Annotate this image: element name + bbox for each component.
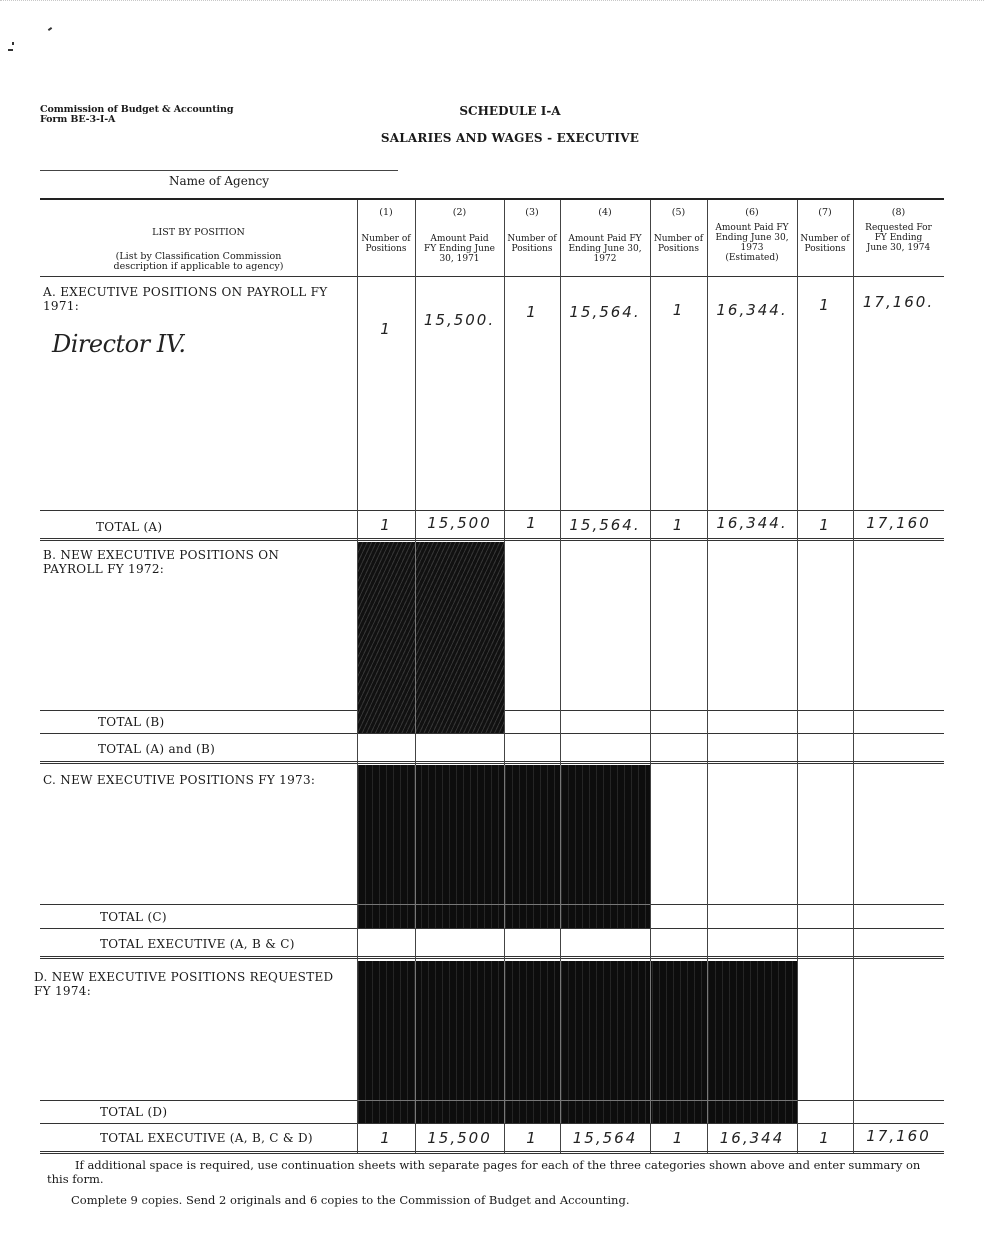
position-header-title: LIST BY POSITION	[152, 227, 245, 238]
rule	[40, 761, 944, 764]
position-column-header	[40, 228, 357, 272]
column-label: Number of Positions	[361, 234, 411, 254]
a-entry-col7[interactable]: 1	[819, 296, 831, 314]
column-label: Number of Positions	[800, 234, 850, 254]
agency-label: Name of Agency	[168, 174, 270, 188]
position-entry-director[interactable]: Director IV.	[52, 330, 186, 358]
column-divider	[504, 961, 505, 1123]
total-a-col2[interactable]: 15,500	[427, 514, 492, 532]
column-number: (4)	[598, 207, 612, 218]
a-entry-col5[interactable]: 1	[672, 301, 685, 319]
total-a-col5[interactable]: 1	[672, 516, 685, 534]
column-divider	[415, 542, 416, 733]
total-a-col7[interactable]: 1	[819, 516, 831, 534]
form-header-organization	[40, 105, 233, 125]
rule	[358, 1100, 797, 1101]
column-header-4	[560, 208, 650, 264]
grand-total-col3[interactable]: 1	[526, 1129, 538, 1147]
column-divider	[560, 961, 561, 1123]
page-title: SALARIES AND WAGES - EXECUTIVE	[380, 131, 640, 145]
a-entry-col1[interactable]: 1	[380, 320, 392, 338]
column-header-5	[650, 208, 707, 254]
column-number: (6)	[745, 207, 759, 218]
rule	[40, 198, 944, 200]
section-d-label: D. NEW EXECUTIVE POSITIONS REQUESTED FY 1974:	[34, 970, 334, 998]
total-a-col8[interactable]: 17,160	[866, 514, 931, 532]
grand-total-col7[interactable]: 1	[819, 1129, 831, 1147]
section-a-label: A. EXECUTIVE POSITIONS ON PAYROLL FY 1971:	[43, 285, 328, 313]
form-number: Form BE-3-I-A	[40, 114, 116, 125]
section-c-label: C. NEW EXECUTIVE POSITIONS FY 1973:	[43, 773, 316, 787]
scan-speck	[8, 49, 13, 51]
column-number: (1)	[379, 207, 393, 218]
column-header-2	[415, 208, 504, 264]
total-a-col1[interactable]: 1	[380, 516, 392, 534]
a-entry-col8[interactable]: 17,160.	[862, 293, 935, 311]
column-divider	[707, 961, 708, 1123]
blocked-out-cells-b	[358, 542, 504, 733]
rule	[358, 904, 650, 905]
column-header-6	[707, 208, 797, 263]
total-a-and-b-label: TOTAL (A) and (B)	[98, 742, 216, 756]
grand-total-col2[interactable]: 15,500	[427, 1129, 492, 1147]
total-a-label: TOTAL (A)	[96, 520, 163, 534]
column-label: Requested For FY Ending June 30, 1974	[865, 223, 932, 253]
rule	[40, 1151, 944, 1154]
total-c-label: TOTAL (C)	[100, 910, 167, 924]
scan-top-edge	[0, 0, 984, 2]
a-entry-col2[interactable]: 15,500.	[423, 311, 496, 329]
instructions-continuation: If additional space is required, use continuation sheets with separate pages for each of the three categories shown above and enter summary on this form.	[47, 1158, 921, 1186]
grand-total-col1[interactable]: 1	[380, 1129, 392, 1147]
column-divider	[650, 961, 651, 1123]
column-label: Number of Positions	[653, 234, 704, 254]
a-entry-col4[interactable]: 15,564.	[569, 303, 641, 321]
column-header-7	[797, 208, 853, 254]
rule	[40, 538, 944, 541]
total-d-label: TOTAL (D)	[100, 1105, 168, 1119]
agency-underline	[40, 170, 398, 171]
column-label: Amount Paid FY Ending June 30, 1973 (Estimated)	[715, 223, 789, 263]
rule	[40, 1123, 944, 1124]
organization-name: Commission of Budget & Accounting	[40, 104, 234, 115]
agency-name-field[interactable]	[40, 150, 398, 170]
column-header-3	[504, 208, 560, 254]
column-divider	[853, 200, 854, 1153]
grand-total-col8[interactable]: 17,160	[866, 1127, 931, 1145]
a-entry-col6[interactable]: 16,344.	[716, 301, 788, 319]
total-a-col4[interactable]: 15,564.	[569, 516, 641, 534]
column-number: (3)	[525, 207, 539, 218]
instructions-copies: Complete 9 copies. Send 2 originals and 6 copies to the Commission of Budget and Accounting.	[71, 1193, 630, 1207]
scan-speck	[48, 27, 52, 31]
position-header-subtitle: (List by Classification Commission description if applicable to agency)	[113, 251, 284, 272]
total-a-col6[interactable]: 16,344.	[716, 514, 788, 532]
total-b-label: TOTAL (B)	[98, 715, 165, 729]
grand-total-col5[interactable]: 1	[672, 1129, 685, 1147]
column-number: (2)	[452, 207, 467, 218]
a-entry-col3[interactable]: 1	[526, 303, 538, 321]
scan-speck	[12, 42, 14, 45]
schedule-title: SCHEDULE I-A	[459, 104, 561, 118]
column-header-8	[853, 208, 944, 253]
grand-total-col6[interactable]: 16,344	[719, 1129, 785, 1147]
column-number: (7)	[818, 207, 832, 218]
column-divider	[415, 961, 416, 1123]
total-a-col3[interactable]: 1	[526, 514, 538, 532]
total-executive-abcd-label: TOTAL EXECUTIVE (A, B, C & D)	[100, 1131, 313, 1145]
salary-table	[34, 198, 944, 1156]
column-label: Amount Paid FY Ending June 30, 1972	[568, 234, 642, 264]
rule	[40, 956, 944, 959]
column-number: (5)	[671, 207, 686, 218]
column-divider	[797, 200, 798, 1153]
column-number: (8)	[891, 207, 906, 218]
grand-total-col4[interactable]: 15,564	[572, 1129, 638, 1147]
rule	[40, 928, 944, 929]
total-executive-abc-label: TOTAL EXECUTIVE (A, B & C)	[100, 937, 295, 951]
column-label: Amount Paid FY Ending June 30, 1971	[424, 234, 495, 264]
rule	[40, 276, 944, 277]
rule	[40, 733, 944, 734]
blocked-out-cells-d	[358, 961, 797, 1123]
section-b-label: B. NEW EXECUTIVE POSITIONS ON PAYROLL FY 1972:	[43, 548, 280, 576]
column-label: Number of Positions	[507, 234, 557, 254]
rule	[40, 510, 944, 511]
column-header-1	[357, 208, 415, 254]
